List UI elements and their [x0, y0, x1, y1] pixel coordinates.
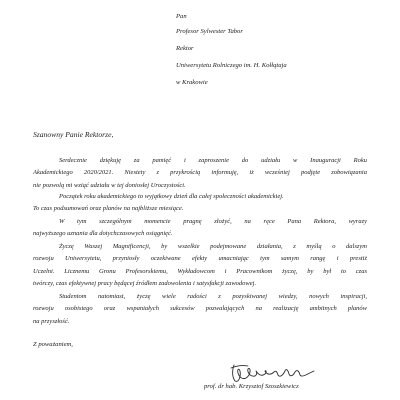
paragraph-line: Uczelni. Licznemu Gronu Profesorskiemu, Wykładowcom i Pracownikom życzę, by był to czas: [33, 267, 367, 275]
paragraph-line: rozwoju Uniwersytetu, przyniosły oczekiwane efekty umacniając tym samym rangę i prestiż: [33, 255, 367, 263]
paragraph-line: Początek roku akademickiego to wyjątkowy dzień dla całej społeczności akademickiej.: [59, 193, 284, 200]
paragraph-academic-year: [33, 191, 367, 216]
paragraph-line: na przyszłość.: [33, 317, 70, 325]
paragraph-wishes-students: [33, 291, 367, 328]
recipient-city: w Krakowie: [176, 79, 208, 86]
paragraph-line: Studentom natomiast, życzę wiele radości z pozyskiwanej wiedzy, nowych inspiracji,: [59, 293, 367, 300]
paragraph-line: rozwoju osobistego oraz wspaniałych sukcesów pozwalających na realizację ambitnych planów: [33, 305, 367, 313]
closing: Z poważaniem,: [33, 341, 73, 348]
paragraph-line: nie pozwolą mi wziąć udziału w tej doniosłej Uroczystości.: [33, 181, 186, 189]
paragraph-line: Życzę Waszej Magnificencji, by wszelkie podejmowane działania, z myślą o dalszym: [59, 243, 367, 250]
paragraph-line: Akademickiego 2020/2021. Niestety z przykrością informuję, iż wcześniej podjęte zobowiązania: [33, 169, 367, 177]
paragraph-wishes-university: [33, 241, 367, 291]
paragraph-line: twórczy, czas efektywnej pracy będącej źródłem zadowolenia i satysfakcji zawodowej.: [33, 280, 257, 288]
recipient-title: Rektor: [176, 45, 194, 52]
paragraph-invitation: [33, 155, 367, 192]
paragraph-line: To czas podsumowań oraz planów na najbliższe miesiące.: [33, 205, 184, 213]
handwritten-signature: [228, 362, 318, 384]
paragraph-recognition: [33, 216, 367, 241]
paragraph-line: Serdecznie dziękuję za pamięć i zaproszenie do udziału w Inauguracji Roku: [59, 157, 367, 164]
signatory-name: prof. dr hab. Krzysztof Szoszkiewicz: [204, 383, 299, 390]
paragraph-line: najwyższego uznania dla dotychczasowych osiągnięć.: [33, 230, 173, 238]
recipient-line: Pan: [176, 13, 187, 20]
recipient-name: Profesor Sylwester Tabor: [176, 28, 243, 35]
salutation: Szanowny Panie Rektorze,: [33, 130, 114, 139]
paragraph-line: W tym szczególnym momencie pragnę złożyć, na ręce Pana Rektora, wyrazy: [59, 218, 367, 225]
recipient-institution: Uniwersytetu Rolniczego im. H. Kołłątaja: [176, 62, 287, 69]
